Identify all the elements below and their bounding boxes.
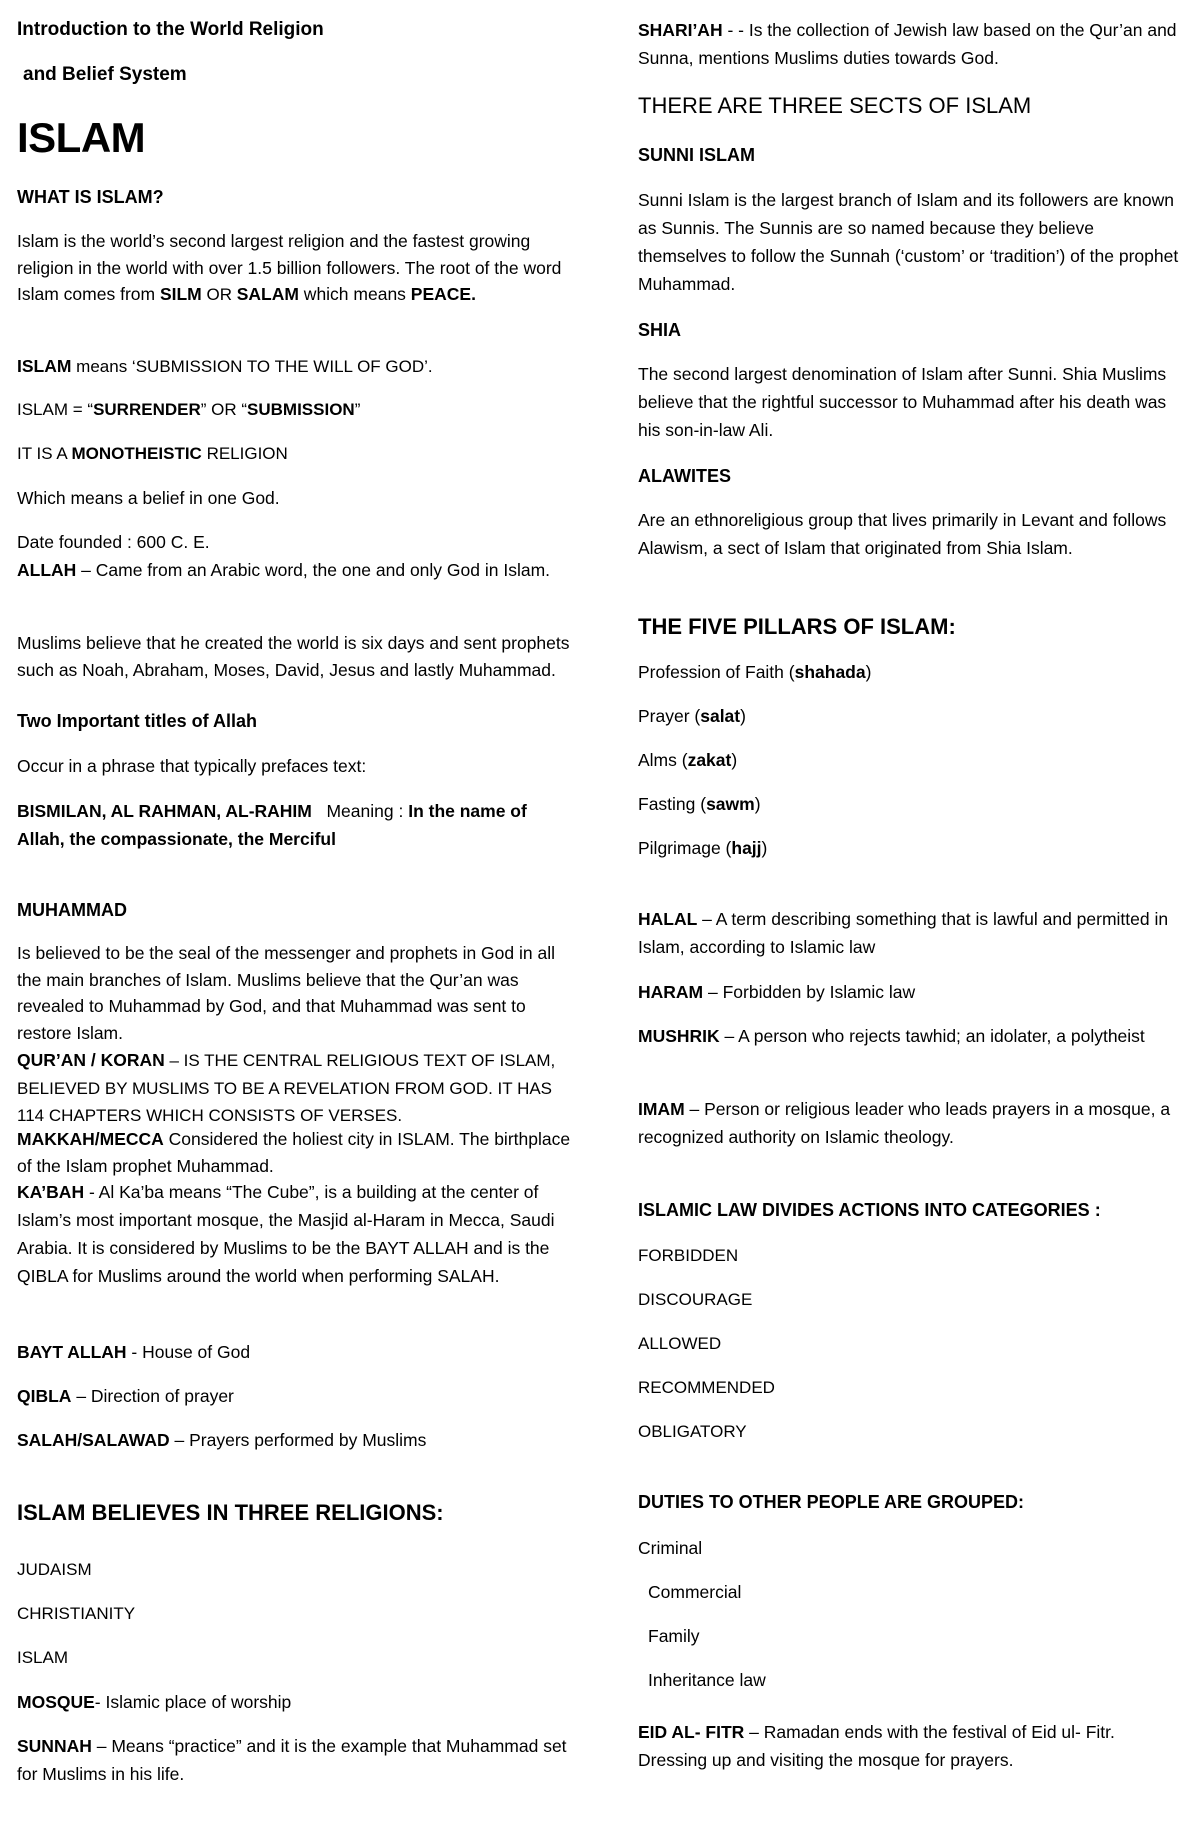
- sunni-paragraph: Sunni Islam is the largest branch of Islam and its followers are known as Sunnis. The Sunnis are so named because they believe themselves to follow the Sunnah (‘custom’ or ‘tradition’) of the prophet Muhammad.: [638, 190, 1179, 294]
- shia-heading: SHIA: [638, 320, 682, 340]
- what-is-islam-heading: WHAT IS ISLAM?: [17, 187, 164, 207]
- monotheistic-line: IT IS A MONOTHEISTIC RELIGION: [17, 444, 288, 463]
- pillar-item: Pilgrimage (hajj): [638, 838, 768, 858]
- three-religions-heading: ISLAM BELIEVES IN THREE RELIGIONS:: [17, 1500, 444, 1525]
- sunni-heading: SUNNI ISLAM: [638, 145, 755, 165]
- duties-heading: DUTIES TO OTHER PEOPLE ARE GROUPED:: [638, 1492, 1025, 1512]
- imam-definition: IMAM – Person or religious leader who leads prayers in a mosque, a recognized authority on Islamic theology.: [638, 1099, 1171, 1147]
- bayt-allah-definition: BAYT ALLAH - House of God: [17, 1342, 251, 1362]
- category-item: FORBIDDEN: [638, 1246, 739, 1265]
- sunnah-definition: SUNNAH – Means “practice” and it is the example that Muhammad set for Muslims in his life.: [17, 1736, 567, 1784]
- religion-item: CHRISTIANITY: [17, 1604, 136, 1623]
- duty-item: Criminal: [638, 1538, 703, 1558]
- belief-line: Which means a belief in one God.: [17, 488, 280, 508]
- category-item: DISCOURAGE: [638, 1290, 753, 1309]
- page-title: ISLAM: [17, 114, 146, 161]
- mushrik-definition: MUSHRIK – A person who rejects tawhid; an idolater, a polytheist: [638, 1026, 1145, 1046]
- religion-item: ISLAM: [17, 1648, 69, 1667]
- shia-paragraph: The second largest denomination of Islam after Sunni. Shia Muslims believe that the rightful successor to Muhammad after his death was his son-in-law Ali.: [638, 364, 1167, 440]
- pillar-item: Profession of Faith (shahada): [638, 662, 872, 682]
- intro-title-line1: Introduction to the World Religion: [17, 19, 324, 40]
- date-founded-line: Date founded : 600 C. E.: [17, 532, 210, 552]
- category-item: RECOMMENDED: [638, 1378, 775, 1397]
- muhammad-heading: MUHAMMAD: [17, 900, 127, 920]
- islam-meaning-line: ISLAM means ‘SUBMISSION TO THE WILL OF GOD’.: [17, 356, 433, 376]
- pillar-item: Prayer (salat): [638, 706, 746, 726]
- bismilan-phrase: BISMILAN, AL RAHMAN, AL-RAHIM Meaning : In the name of Allah, the compassionate, the Merciful: [17, 801, 527, 849]
- alawites-heading: ALAWITES: [638, 466, 731, 486]
- makkah-definition: MAKKAH/MECCA Considered the holiest city in ISLAM. The birthplace of the Islam prophet Muhammad.: [17, 1129, 571, 1176]
- law-categories-heading: ISLAMIC LAW DIVIDES ACTIONS INTO CATEGORIES :: [638, 1200, 1101, 1220]
- alawites-paragraph: Are an ethnoreligious group that lives primarily in Levant and follows Alawism, a sect of Islam that originated from Shia Islam.: [638, 510, 1167, 558]
- haram-definition: HARAM – Forbidden by Islamic law: [638, 982, 916, 1002]
- intro-title-line2: and Belief System: [23, 64, 187, 85]
- category-item: OBLIGATORY: [638, 1422, 747, 1441]
- two-titles-heading: Two Important titles of Allah: [17, 711, 257, 731]
- halal-definition: HALAL – A term describing something that is lawful and permitted in Islam, according to Islamic law: [638, 909, 1169, 957]
- islam-equals-line: ISLAM = “SURRENDER” OR “SUBMISSION”: [17, 400, 361, 419]
- duty-item: Inheritance law: [648, 1670, 766, 1690]
- allah-definition: ALLAH – Came from an Arabic word, the one and only God in Islam.: [17, 560, 551, 580]
- sects-heading: THERE ARE THREE SECTS OF ISLAM: [638, 93, 1032, 118]
- muhammad-paragraph: Is believed to be the seal of the messenger and prophets in God in all the main branches of Islam. Muslims believe that the Qur’an was revealed to Muhammad by God, and that Muhammad was sent to restore Islam.: [17, 943, 555, 1043]
- religion-item: JUDAISM: [17, 1560, 92, 1579]
- quran-definition: QUR’AN / KORAN – IS THE CENTRAL RELIGIOUS TEXT OF ISLAM, BELIEVED BY MUSLIMS TO BE A REVELATION FROM GOD. IT HAS 114 CHAPTERS WHICH CONSISTS OF VERSES.: [17, 1050, 556, 1125]
- duty-item: Commercial: [648, 1582, 742, 1602]
- pillar-item: Fasting (sawm): [638, 794, 761, 814]
- salah-definition: SALAH/SALAWAD – Prayers performed by Muslims: [17, 1430, 427, 1450]
- five-pillars-heading: THE FIVE PILLARS OF ISLAM:: [638, 614, 956, 639]
- shariah-definition: SHARI’AH - - Is the collection of Jewish law based on the Qur’an and Sunna, mentions Muslims duties towards God.: [638, 20, 1177, 68]
- category-item: ALLOWED: [638, 1334, 722, 1353]
- pillar-item: Alms (zakat): [638, 750, 738, 770]
- eid-al-fitr-definition: EID AL- FITR – Ramadan ends with the festival of Eid ul- Fitr. Dressing up and visiting the mosque for prayers.: [638, 1722, 1115, 1770]
- kabah-definition: KA’BAH - Al Ka’ba means “The Cube”, is a building at the center of Islam’s most important mosque, the Masjid al-Haram in Mecca, Saudi Arabia. It is considered by Muslims to be the BAYT ALLAH and is the QIBLA for Muslims around the world when performing SALAH.: [17, 1182, 555, 1286]
- duty-item: Family: [648, 1626, 700, 1646]
- mosque-definition: MOSQUE- Islamic place of worship: [17, 1692, 292, 1712]
- qibla-definition: QIBLA – Direction of prayer: [17, 1386, 234, 1406]
- occur-line: Occur in a phrase that typically prefaces text:: [17, 756, 367, 776]
- islam-intro-paragraph: Islam is the world’s second largest religion and the fastest growing religion in the world with over 1.5 billion followers. The root of the word Islam comes from SILM OR SALAM which means PEACE.: [17, 231, 562, 304]
- muslims-believe-paragraph: Muslims believe that he created the world is six days and sent prophets such as Noah, Abraham, Moses, David, Jesus and lastly Muhammad.: [17, 633, 570, 680]
